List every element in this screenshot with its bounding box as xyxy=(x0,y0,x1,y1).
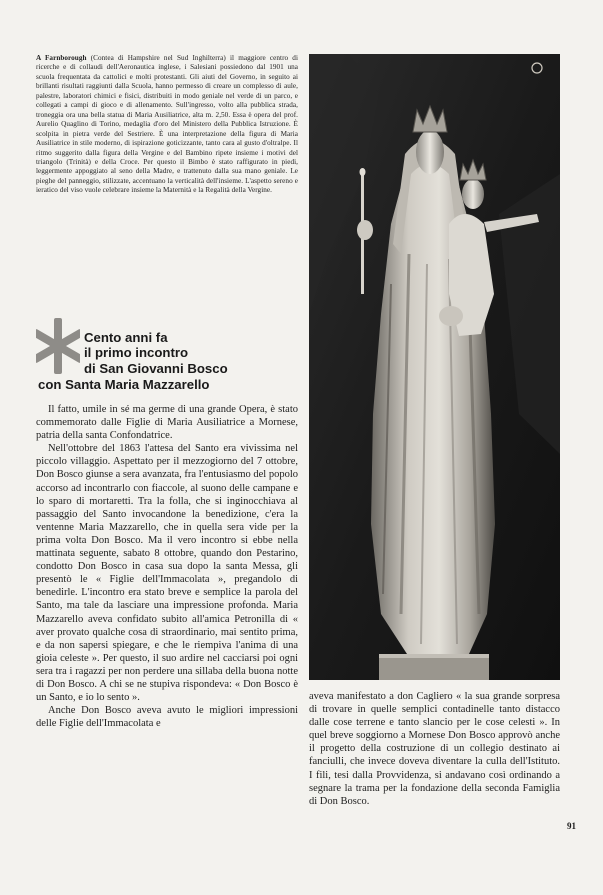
statue-photo xyxy=(309,54,560,680)
headline-line-1: Cento anni fa xyxy=(84,330,168,345)
caption-text: (Contea di Hampshire nel Sud Inghilterra) il maggiore centro di ricerche e di collaudi dell'Aeronautica inglese, i Salesiani possiedono dal 1901 una scuola frequentata da cattolici e molti protestanti. Gli aiuti del Governo, in seguito ai brillanti risultati raggiunti dalla Scuola, hanno permesso di creare un complesso di aule, palestre, laboratori chimici e fisici, distribuiti in modo geniale nel verde di un parco, e collegati a campi di gioco e di allenamento. Sull'ingresso, volto alla pubblica strada, troneggia ora una bella statua di Maria Ausiliatrice, alta m. 2,50. Essa è opera del prof. Aurelio Quaglino di Torino, medaglia d'oro del Ministero della Pubblica Istruzione. È scolpita in pietra verde del Sestriere. È una interpretazione della figura di Maria Ausiliatrice in stile moderno, di ispirazione goticizzante, tanto cara al gusto d'oltralpe. Il ritmo suggerito dalla figura della Vergine e del Bambino ripete insieme i motivi del triangolo (Trinità) e della Croce. Per questo il Bimbo è stato raffigurato in piedi, leggermente appoggiato al seno della Madre, e trattenuto dalla sua mano geniale. Le pieghe del panneggio, stilizzate, accentuano la verticalità dell'insieme. L'aspetto sereno e ieratico del viso vuole celebrare insieme la Maternità e la Regalità della Vergine. xyxy=(36,54,298,195)
page-number: 91 xyxy=(567,821,576,831)
caption-lead: A Farnborough xyxy=(36,54,87,62)
paragraph: Il fatto, umile in sé ma germe di una grande Opera, è stato commemorato dalle Figlie di Maria Ausiliatrice a Mornese, patria della santa Confondatrice. xyxy=(36,404,298,442)
headline-line-4: con Santa Maria Mazzarello xyxy=(38,377,210,392)
paragraph: Anche Don Bosco aveva avuto le migliori impressioni delle Figlie dell'Immacolata e xyxy=(36,705,298,730)
paragraph: aveva manifestato a don Cagliero « la sua grande sorpresa di trovare in quelle semplici contadinelle tanto distacco dalle cose terrene e tanto slancio per le cose celesti ». In quel breve soggiorno a Mornese Don Bosco approvò anche il progetto della costruzione di un collegio destinato ai fanciulli, che invece doveva diventare la culla dell'Istituto. I fili, tesi dalla Provvidenza, si andavano così ordinando a segnare la trama per la fondazione della seconda Famiglia di Don Bosco. xyxy=(309,691,560,807)
asterisk-icon xyxy=(36,318,80,374)
article-left-column xyxy=(36,403,298,730)
article-right-column xyxy=(309,690,560,808)
article-headline xyxy=(36,318,304,394)
headline-line-3: di San Giovanni Bosco xyxy=(84,361,228,376)
photo-caption xyxy=(36,54,298,196)
madonna-statue-image xyxy=(309,54,560,680)
paragraph: Nell'ottobre del 1863 l'attesa del Santo era vivissima nel piccolo villaggio. Aspettato per il mezzogiorno del 7 ottobre, Don Bosco giunse a sera avanzata, fra l'entusiasmo del popolo accorso ad incontrarlo con fiaccole, al suono delle campane e lo sparo di mortaretti. Tra la folla, che si inginocchiava al passaggio del Santo invocandone la benedizione, c'era la ventenne Maria Mazzarello, che in quella sera vide per la prima volta Don Bosco. Ma il vero incontro si ebbe nella mattinata seguente, sabato 8 ottobre, quando don Pestarino, condotto Don Bosco in casa sua dopo la santa Messa, gli presentò le « Figlie dell'Immacolata », pregandolo di benedirle. L'incontro era stato breve e semplice la parola del Santo, ma tale da lasciare una impressione profonda. Maria Mazzarello aveva confidato subito all'amica Petronilla di « aver provato qualche cosa di straordinario, mai sentito prima, e da non sapersi spiegare, e che le riempiva l'anima di una gioia celeste ». Per questo, il suo ardire nel cacciarsi poi ogni sera tra i ragazzi per non perdere una sillaba della buona notte di Don Bosco. A chi se ne stupiva rispondeva: « Don Bosco è un Santo, e io lo sento ». xyxy=(36,443,298,704)
headline-line-2: il primo incontro xyxy=(84,345,189,360)
